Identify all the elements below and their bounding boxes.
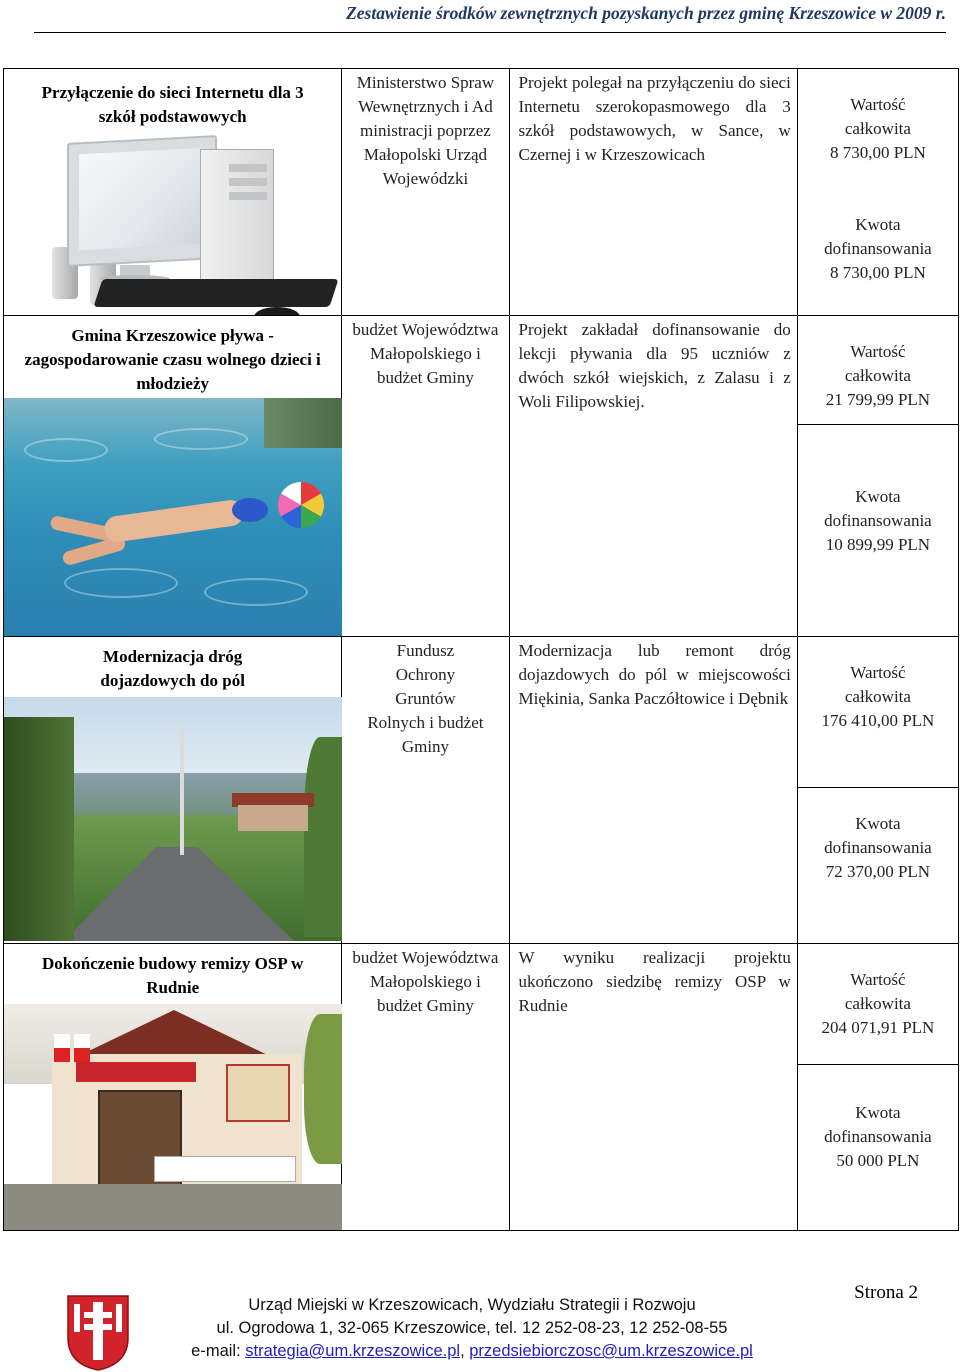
- project-title: Dokończenie budowy remizy OSP w Rudnie: [42, 954, 304, 997]
- total-value: 176 410,00 PLN: [821, 711, 935, 730]
- funding-source: budżet Województwa Małopolskiego i budżet Gminy: [352, 948, 499, 1015]
- footer-emails: [0, 1342, 952, 1361]
- total-label: Wartość całkowita: [844, 342, 911, 385]
- page-number: Strona 2: [854, 1282, 918, 1303]
- project-title: Gmina Krzeszowice pływa - zagospodarowanie czasu wolnego dzieci i młodzieży: [24, 326, 321, 393]
- mouse-icon: [254, 307, 300, 315]
- source-cell: [342, 637, 509, 944]
- amount-cell: [797, 69, 958, 316]
- grant-value: 50 000 PLN: [836, 1151, 920, 1170]
- grant-value: 72 370,00 PLN: [825, 862, 931, 881]
- header-rule: [34, 32, 946, 33]
- email-link-przedsiebiorczosc[interactable]: przedsiebiorczosc@um.krzeszowice.pl: [469, 1342, 753, 1360]
- project-cell: [4, 316, 342, 637]
- total-label: Wartość całkowita: [844, 95, 911, 138]
- amount-cell: [797, 316, 958, 637]
- pc-tower-icon: [200, 149, 274, 293]
- footer-office: Urząd Miejski w Krzeszowicach, Wydziału Strategii i Rozwoju: [248, 1296, 696, 1314]
- funding-source: Fundusz Ochrony Gruntów Rolnych i budżet Gminy: [367, 641, 484, 756]
- project-description: Projekt zakładał dofinansowanie do lekcji pływania dla 95 uczniów z dwóch szkół wiejskich, z Zalasu i z Woli Filipowskiej.: [518, 320, 791, 411]
- table-row: [4, 316, 959, 637]
- table-row: [4, 69, 959, 316]
- project-cell: [4, 637, 342, 944]
- project-cell: [4, 944, 342, 1231]
- project-description: Modernizacja lub remont dróg dojazdowych do pól w miejscowości Miękinia, Sanka Paczółtowice i Dębnik: [518, 641, 791, 708]
- total-value: 204 071,91 PLN: [821, 1018, 935, 1037]
- grant-label: Kwota dofinansowania: [824, 1103, 932, 1146]
- swimming-photo: [4, 398, 342, 636]
- description-cell: [509, 316, 797, 637]
- description-cell: [509, 944, 797, 1231]
- description-cell: [509, 69, 797, 316]
- table-row: [4, 637, 959, 944]
- grant-value: 10 899,99 PLN: [825, 535, 931, 554]
- project-description: W wyniku realizacji projektu ukończono siedzibę remizy OSP w Rudnie: [518, 948, 791, 1015]
- total-value: 8 730,00 PLN: [829, 143, 926, 162]
- fire-station-photo: [4, 1004, 342, 1230]
- amount-cell: [797, 944, 958, 1231]
- footer-address: ul. Ogrodowa 1, 32-065 Krzeszowice, tel. 12 252-08-23, 12 252-08-55: [216, 1319, 728, 1337]
- project-title: Przyłączenie do sieci Internetu dla 3 szkół podstawowych: [41, 83, 304, 126]
- page-header: [0, 0, 960, 36]
- road-photo: [4, 697, 342, 943]
- source-cell: [342, 316, 509, 637]
- computer-photo: [4, 125, 342, 315]
- grant-label: Kwota dofinansowania: [824, 215, 932, 258]
- monitor-icon: [67, 135, 217, 267]
- project-cell: [4, 69, 342, 316]
- table-row: [4, 944, 959, 1231]
- amount-cell: [797, 637, 958, 944]
- funding-table: [3, 68, 959, 1231]
- project-title: Modernizacja dróg dojazdowych do pól: [100, 647, 245, 690]
- email-link-strategia[interactable]: strategia@um.krzeszowice.pl: [245, 1342, 461, 1360]
- total-value: 21 799,99 PLN: [825, 390, 931, 409]
- grant-label: Kwota dofinansowania: [824, 487, 932, 530]
- swimmer-icon: [103, 498, 245, 543]
- grant-value: 8 730,00 PLN: [829, 263, 926, 282]
- description-cell: [509, 637, 797, 944]
- beach-ball-icon: [278, 482, 324, 528]
- page-footer: [0, 1282, 960, 1372]
- funding-source: Ministerstwo Spraw Wewnętrznych i Administracji poprzez Małopolski Urząd Wojewódzki: [356, 73, 495, 188]
- source-cell: [342, 944, 509, 1231]
- keyboard-icon: [93, 279, 338, 307]
- grant-label: Kwota dofinansowania: [824, 814, 932, 857]
- project-description: Projekt polegał na przyłączeniu do sieci Internetu szerokopasmowego dla 3 szkół podstawowych, w Sance, w Czernej i w Krzeszowicach: [518, 73, 791, 164]
- funding-source: budżet Województwa Małopolskiego i budżet Gminy: [352, 320, 499, 387]
- document-title: Zestawienie środków zewnętrznych pozyskanych przez gminę Krzeszowice w 2009 r.: [346, 3, 946, 23]
- email-prefix: e-mail:: [191, 1342, 246, 1360]
- source-cell: [342, 69, 509, 316]
- total-label: Wartość całkowita: [844, 663, 911, 706]
- total-label: Wartość całkowita: [844, 970, 911, 1013]
- email-separator: ,: [460, 1342, 470, 1360]
